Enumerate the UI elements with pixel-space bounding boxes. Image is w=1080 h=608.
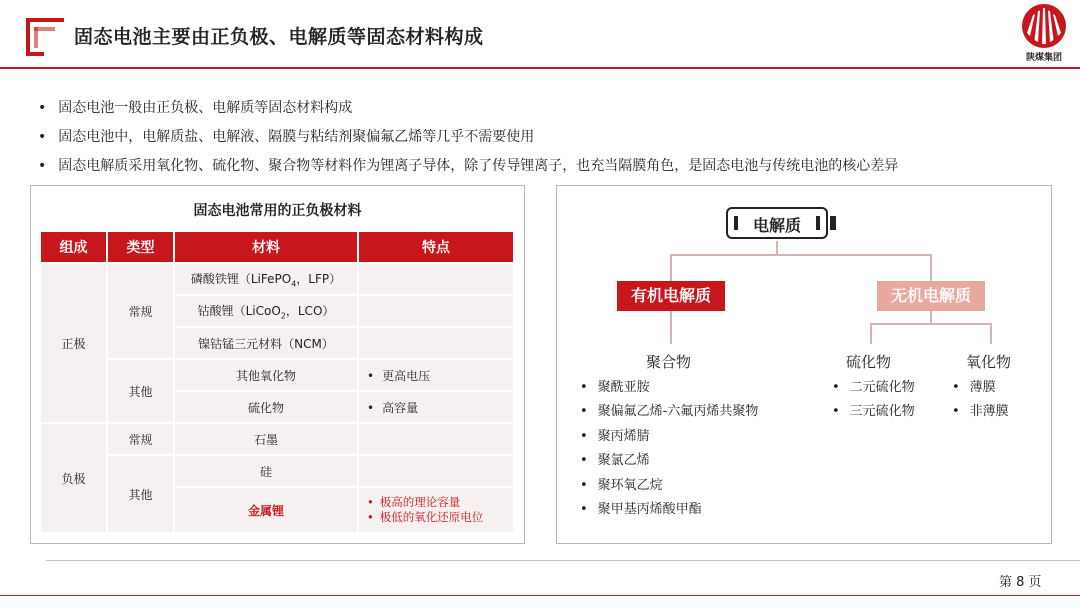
list-item: • 聚偏氟乙烯-六氟丙烯共聚物 (580, 400, 758, 424)
oxide-list (952, 376, 1009, 425)
header-composition: 组成 (41, 232, 106, 262)
footer-accent-line (0, 595, 1080, 596)
type-cell: 常规 (108, 424, 173, 454)
feature-cell (359, 328, 513, 358)
type-cell: 常规 (108, 264, 173, 358)
sulfide-label: 硫化物 (846, 353, 892, 371)
type-cell: 其他 (108, 360, 173, 422)
material-cell: 石墨 (175, 424, 357, 454)
oxide-label: 氧化物 (966, 353, 1012, 371)
organic-electrolyte-box: 有机电解质 (617, 281, 725, 311)
anode-group-cell: 负极 (41, 424, 106, 532)
feature-cell (359, 296, 513, 326)
table-row (41, 264, 513, 294)
material-cell: 镍钴锰三元材料（NCM） (175, 328, 357, 358)
table-header-row (41, 232, 513, 262)
feature-cell: • 高容量 (359, 392, 513, 422)
connector-line (776, 241, 778, 255)
battery-cap-icon (830, 216, 836, 230)
list-item: • 聚丙烯腈 (580, 425, 758, 449)
list-item: • 二元硫化物 (832, 376, 915, 400)
inorganic-electrolyte-box: 无机电解质 (877, 281, 985, 311)
table-row (41, 424, 513, 454)
material-cell: 钴酸锂（LiCoO$_2$，LCO） (175, 296, 357, 326)
list-item: • 聚氯乙烯 (580, 449, 758, 473)
connector-line (670, 254, 932, 256)
materials-table-panel (30, 185, 525, 544)
bullet-item: • 固态电池中，电解质盐、电解液、隔膜与粘结剂聚偏氟乙烯等几乎不需要使用 (38, 123, 898, 152)
footer-divider (46, 560, 1080, 561)
feature-cell (359, 264, 513, 294)
summary-bullets (38, 94, 898, 181)
header-feature: 特点 (359, 232, 513, 262)
materials-table (39, 230, 515, 534)
feature-cell (359, 456, 513, 486)
page-number: 第 8 页 (999, 575, 1042, 590)
material-cell: 其他氧化物 (175, 360, 357, 390)
table-row (41, 456, 513, 486)
feature-cell (359, 424, 513, 454)
header-divider (0, 67, 1080, 69)
bullet-item: • 固态电解质采用氧化物、硫化物、聚合物等材料作为锂离子导体，除了传导锂离子，也充当隔膜角色，是固态电池与传统电池的核心差异 (38, 152, 898, 181)
list-item: • 聚环氧乙烷 (580, 474, 758, 498)
material-cell-highlight: 金属锂 (175, 488, 357, 532)
material-cell: 磷酸铁锂（LiFePO$_4$，LFP） (175, 264, 357, 294)
connector-line (990, 323, 992, 344)
list-item: • 三元硫化物 (832, 400, 915, 424)
list-item: • 非薄膜 (952, 400, 1009, 424)
table-row (41, 360, 513, 390)
company-logo-text: 陕煤集团 (1025, 53, 1062, 63)
connector-line (670, 311, 672, 344)
header-material: 材料 (175, 232, 357, 262)
material-cell: 硫化物 (175, 392, 357, 422)
type-cell: 其他 (108, 456, 173, 532)
connector-line (870, 323, 992, 325)
connector-line (930, 254, 932, 282)
list-item: • 聚甲基丙烯酸甲酯 (580, 498, 758, 522)
header-type: 类型 (108, 232, 173, 262)
polymer-list (580, 376, 758, 522)
corner-bracket-icon (26, 18, 64, 56)
feature-cell-highlight: • 极高的理论容量 • 极低的氧化还原电位 (359, 488, 513, 532)
feature-cell: • 更高电压 (359, 360, 513, 390)
polymer-label: 聚合物 (646, 353, 692, 371)
table-title: 固态电池常用的正负极材料 (193, 203, 362, 219)
electrolyte-root-label: 电解质 (752, 216, 801, 235)
sulfide-list (832, 376, 915, 425)
material-cell: 硅 (175, 456, 357, 486)
connector-line (670, 254, 672, 282)
connector-line (870, 323, 872, 344)
cathode-group-cell: 正极 (41, 264, 106, 422)
list-item: • 聚酰亚胺 (580, 376, 758, 400)
list-item: • 薄膜 (952, 376, 1009, 400)
page-title: 固态电池主要由正负极、电解质等固态材料构成 (74, 26, 484, 48)
bullet-item: • 固态电池一般由正负极、电解质等固态材料构成 (38, 94, 898, 123)
